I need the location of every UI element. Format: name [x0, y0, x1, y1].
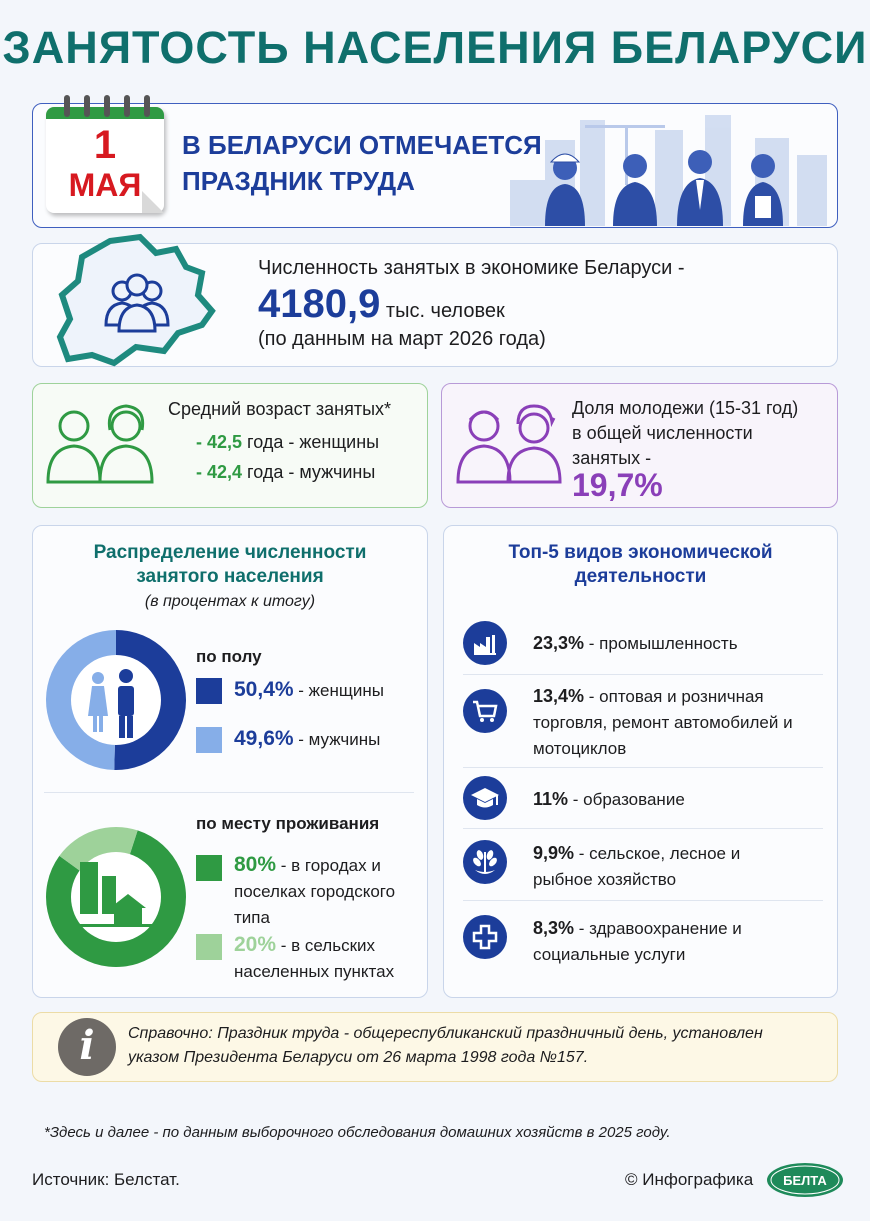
industry-item-2: 13,4% - оптовая и розничная торговля, ремонт автомобилей и мотоциклов [533, 686, 793, 758]
info-text: Справочно: Праздник труда - общереспубликанский праздничный день, установлен указом Президента Беларуси от 26 марта 1998 года №157. [128, 1025, 763, 1066]
women-legend: 50,4% - женщины [234, 678, 384, 701]
page-title: ЗАНЯТОСТЬ НАСЕЛЕНИЯ БЕЛАРУСИ [2, 22, 868, 73]
employed-value: 4180,9 [258, 282, 381, 326]
workers-illustration [505, 110, 835, 226]
gender-donut-chart [44, 628, 188, 772]
holiday-heading: В БЕЛАРУСИ ОТМЕЧАЕТСЯ ПРАЗДНИК ТРУДА [182, 130, 542, 196]
residence-donut-chart [44, 818, 188, 976]
distribution-subtitle: (в процентах к итогу) [144, 593, 316, 610]
divider [44, 792, 414, 793]
employed-unit: тыс. человек [385, 300, 505, 322]
women-legend-swatch [196, 678, 222, 704]
medical-cross-icon [463, 915, 507, 959]
youth-value: 19,7% [572, 467, 663, 503]
rural-legend: 20% - в сельских населенных пунктах [234, 933, 395, 981]
svg-text:БЕЛТА: БЕЛТА [783, 1173, 827, 1188]
gender-heading: по полу [196, 647, 262, 666]
divider [463, 828, 823, 829]
graduation-cap-icon [463, 776, 507, 820]
employed-note: (по данным на март 2026 года) [258, 328, 546, 350]
factory-icon [463, 621, 507, 665]
info-icon: i [58, 1018, 116, 1076]
youth-label: Доля молодежи (15-31 год) в общей численности занятых - [572, 398, 799, 468]
wheat-icon [463, 840, 507, 884]
age-men: - 42,4 года - мужчины [196, 462, 376, 482]
industry-item-3: 11% - образование [533, 789, 685, 809]
calendar-day: 1 [93, 123, 117, 167]
employed-label: Численность занятых в экономике Беларуси - [258, 257, 685, 279]
men-legend: 49,6% - мужчины [234, 727, 381, 750]
residence-heading: по месту проживания [196, 814, 380, 833]
divider [463, 674, 823, 675]
youth-icon [454, 400, 564, 484]
industry-item-5: 8,3% - здравоохранение и социальные услуги [533, 918, 742, 964]
top5-title: Топ-5 видов экономической деятельности [508, 542, 773, 587]
man-woman-icon [44, 400, 156, 484]
employed-value-line [258, 282, 505, 327]
urban-legend: 80% - в городах и поселках городского типа [234, 853, 396, 927]
footnote: *Здесь и далее - по данным выборочного обследования домашних хозяйств в 2025 году. [44, 1124, 671, 1141]
rural-legend-swatch [196, 934, 222, 960]
belarus-map-icon [52, 233, 222, 371]
industry-item-4: 9,9% - сельское, лесное и рыбное хозяйство [533, 843, 741, 889]
belta-logo [766, 1162, 844, 1198]
calendar-icon [46, 95, 164, 213]
age-women: - 42,5 года - женщины [196, 432, 380, 452]
age-title: Средний возраст занятых* [168, 399, 392, 419]
divider [463, 767, 823, 768]
industry-item-1: 23,3% - промышленность [533, 633, 738, 653]
divider [463, 900, 823, 901]
urban-legend-swatch [196, 855, 222, 881]
distribution-title: Распределение численности занятого населения [93, 542, 367, 587]
men-legend-swatch [196, 727, 222, 753]
source: Источник: Белстат. [32, 1170, 180, 1189]
calendar-month: МАЯ [68, 167, 142, 203]
cart-icon [463, 689, 507, 733]
copyright: © Инфографика [625, 1170, 754, 1189]
